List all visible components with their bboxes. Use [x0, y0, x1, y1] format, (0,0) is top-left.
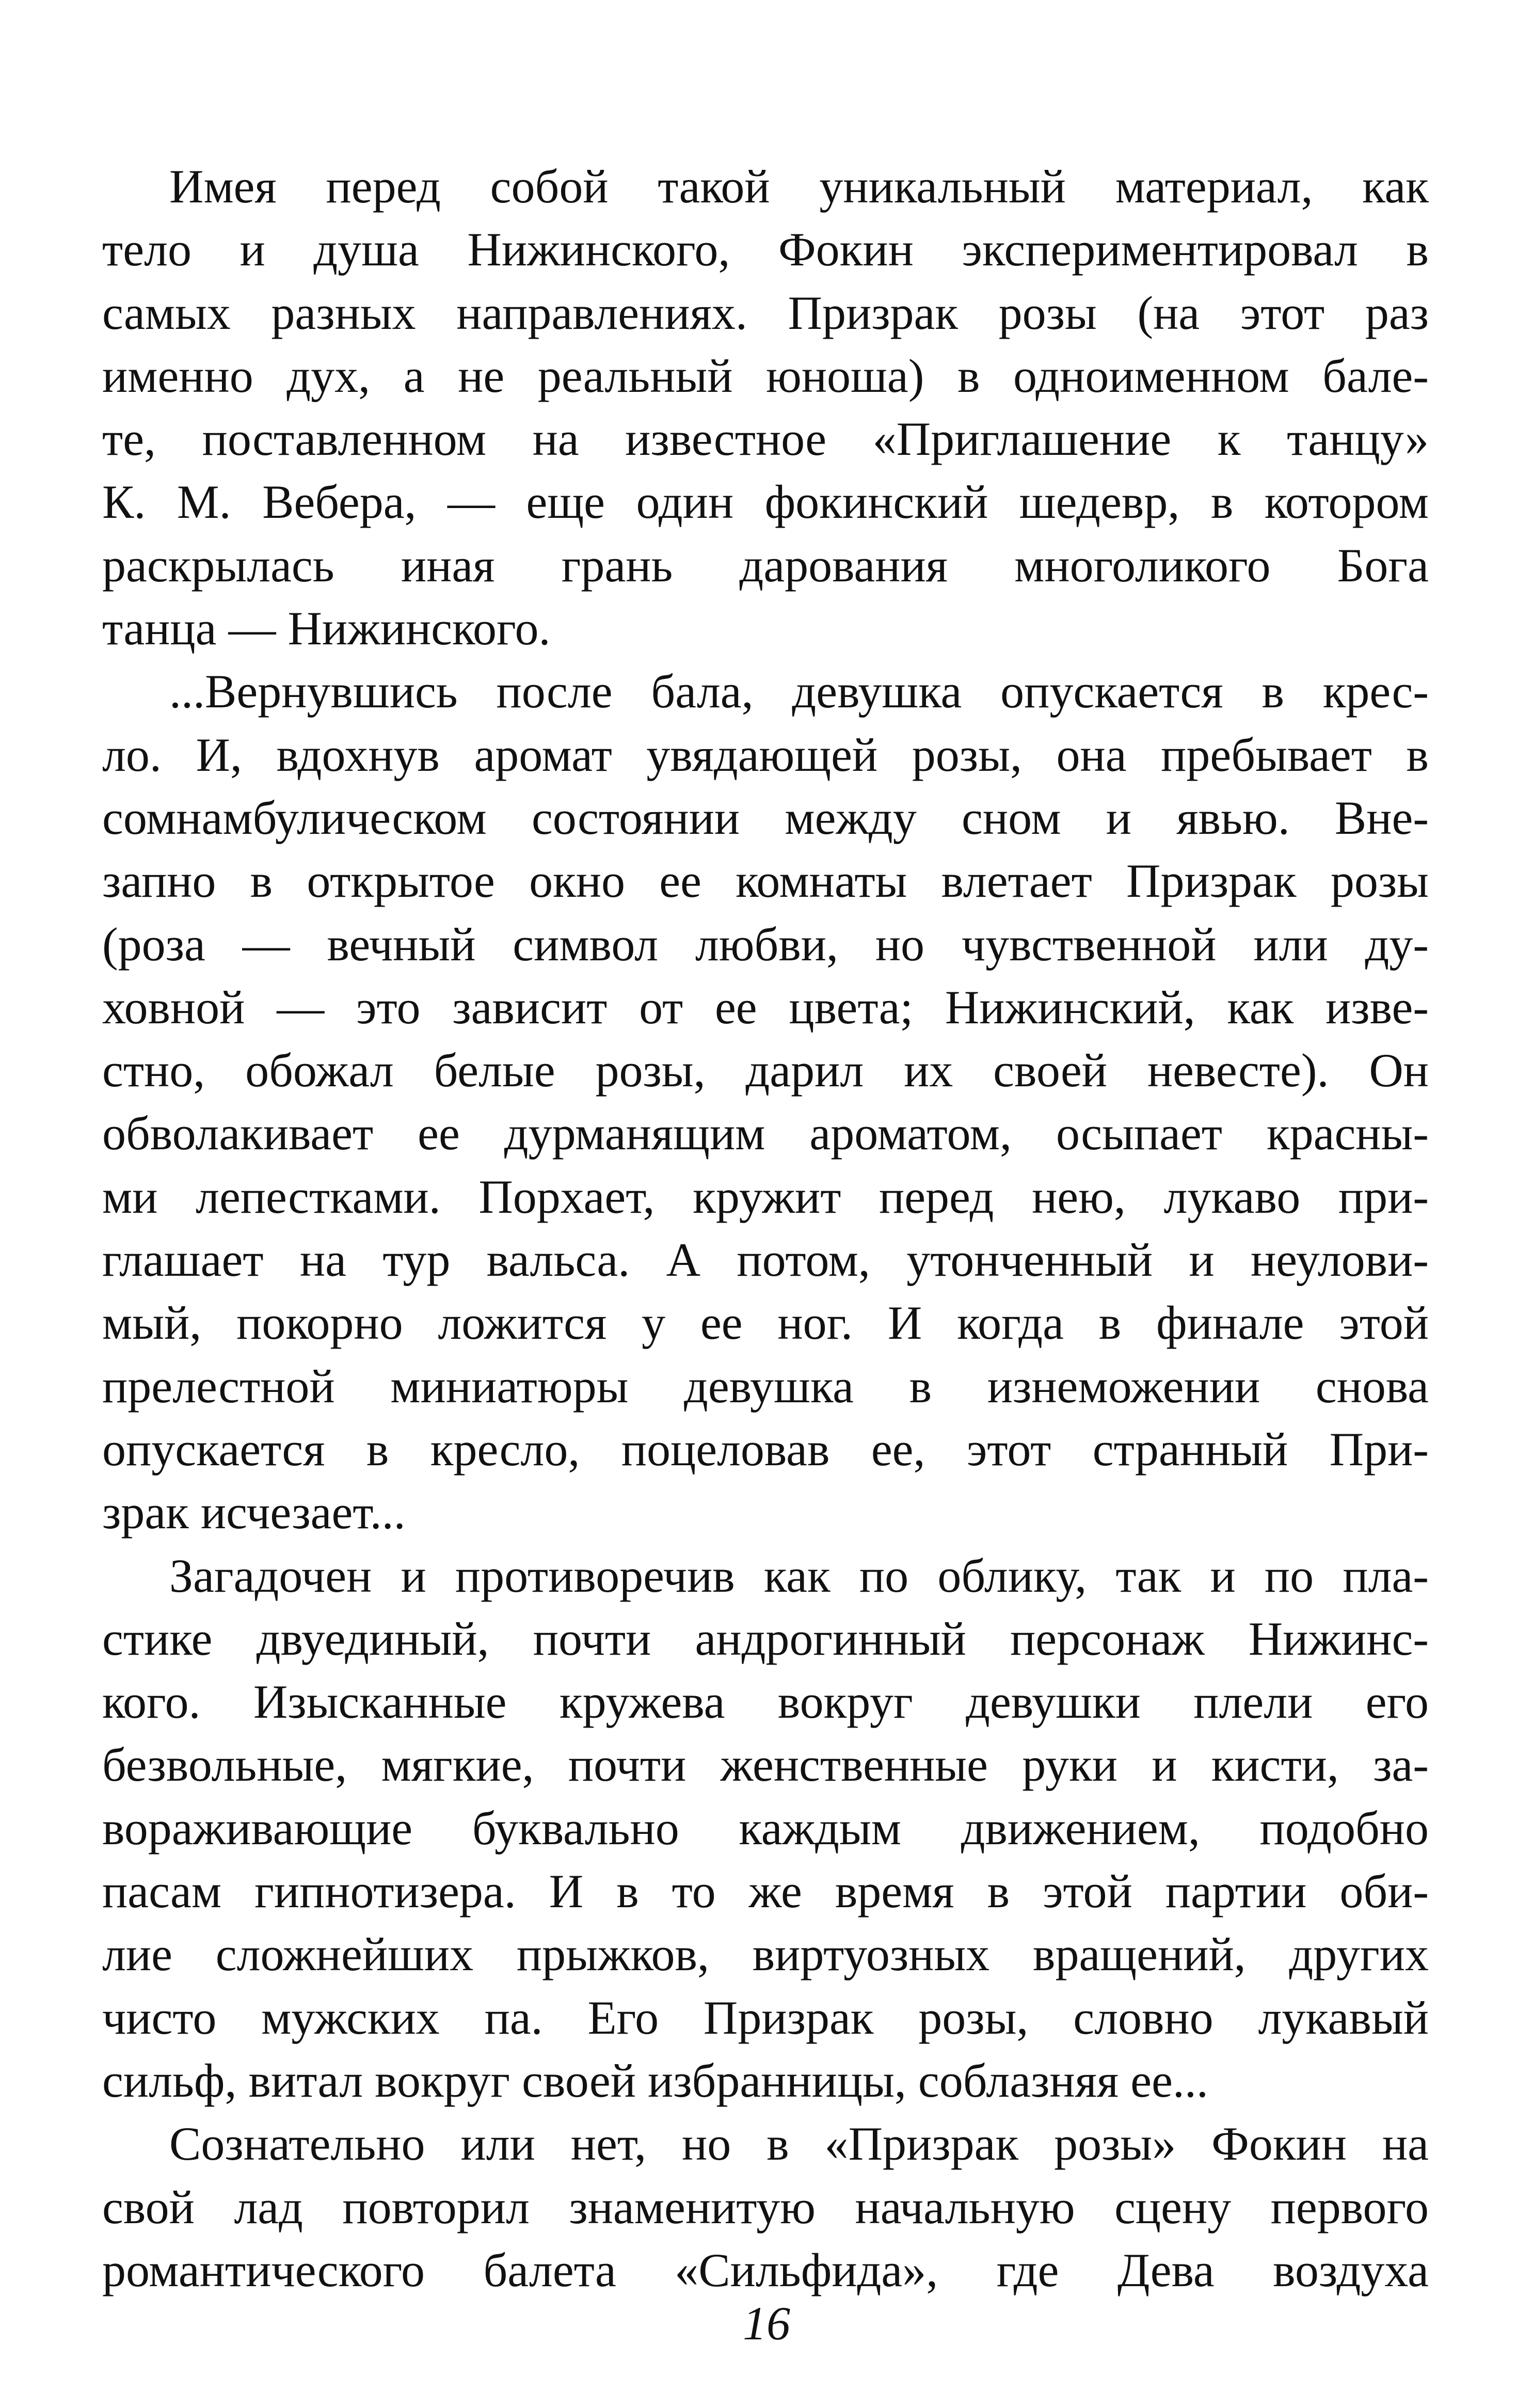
- text-line: ми лепестками. Порхает, кружит перед нею, лукаво при-: [102, 1170, 1429, 1223]
- text-line: тело и душа Нижинского, Фокин экспериментировал в: [102, 223, 1429, 276]
- text-line: мый, покорно ложится у ее ног. И когда в финале этой: [102, 1296, 1429, 1350]
- text-line: сильф, витал вокруг своей избранницы, соблазняя ее...: [102, 2054, 1208, 2107]
- text-line: зрак исчезает...: [102, 1486, 406, 1539]
- text-line: вораживающие буквально каждым движением, подобно: [102, 1801, 1429, 1855]
- text-line: ховной — это зависит от ее цвета; Нижинский, как изве-: [102, 980, 1429, 1034]
- text-line: раскрылась иная грань дарования многоликого Бога: [102, 538, 1429, 592]
- text-line: прелестной миниатюры девушка в изнеможении снова: [102, 1359, 1429, 1413]
- text-line: чисто мужских па. Его Призрак розы, словно лукавый: [102, 1991, 1429, 2044]
- text-line: именно дух, а не реальный юноша) в одноименном бале-: [102, 349, 1429, 402]
- text-line: (роза — вечный символ любви, но чувственной или ду-: [102, 917, 1429, 971]
- text-line: Сознательно или нет, но в «Призрак розы» Фокин на: [169, 2117, 1429, 2171]
- text-line: К. М. Вебера, — еще один фокинский шедевр, в котором: [102, 476, 1429, 529]
- text-line: Загадочен и противоречив как по облику, так и по пла-: [169, 1549, 1429, 1602]
- text-line: лие сложнейших прыжков, виртуозных вращений, других: [102, 1928, 1429, 1981]
- text-line: Имея перед собой такой уникальный материал, как: [169, 160, 1429, 213]
- body-text: [102, 155, 1429, 2302]
- paragraph-4: [102, 2112, 1429, 2302]
- text-line: безвольные, мягкие, почти женственные руки и кисти, за-: [102, 1738, 1429, 1792]
- text-line: пасам гипнотизера. И в то же время в этой партии оби-: [102, 1865, 1429, 1918]
- text-line: ло. И, вдохнув аромат увядающей розы, она пребывает в: [102, 728, 1429, 781]
- text-line: глашает на тур вальса. А потом, утонченный и неулови-: [102, 1233, 1429, 1287]
- text-line: кого. Изысканные кружева вокруг девушки плели его: [102, 1675, 1429, 1729]
- text-line: запно в открытое окно ее комнаты влетает Призрак розы: [102, 854, 1429, 908]
- paragraph-3: [102, 1544, 1429, 2113]
- text-line: сомнамбулическом состоянии между сном и явью. Вне-: [102, 791, 1429, 844]
- paragraph-1: [102, 155, 1429, 660]
- text-line: обволакивает ее дурманящим ароматом, осыпает красны-: [102, 1107, 1429, 1160]
- text-line: свой лад повторил знаменитую начальную сцену первого: [102, 2180, 1429, 2233]
- text-line: стно, обожал белые розы, дарил их своей невесте). Он: [102, 1044, 1429, 1097]
- text-line: стике двуединый, почти андрогинный персонаж Нижинс-: [102, 1612, 1429, 1665]
- text-line: самых разных направлениях. Призрак розы (на этот раз: [102, 286, 1429, 339]
- text-line: ...Вернувшись после бала, девушка опускается в крес-: [169, 665, 1429, 718]
- page-number: 16: [743, 2297, 790, 2350]
- paragraph-2: [102, 660, 1429, 1544]
- text-line: романтического балета «Сильфида», где Дева воздуха: [102, 2243, 1429, 2296]
- text-line: те, поставленном на известное «Приглашение к танцу»: [102, 413, 1429, 466]
- text-line: танца — Нижинского.: [102, 602, 551, 655]
- text-line: опускается в кресло, поцеловав ее, этот странный При-: [102, 1422, 1429, 1476]
